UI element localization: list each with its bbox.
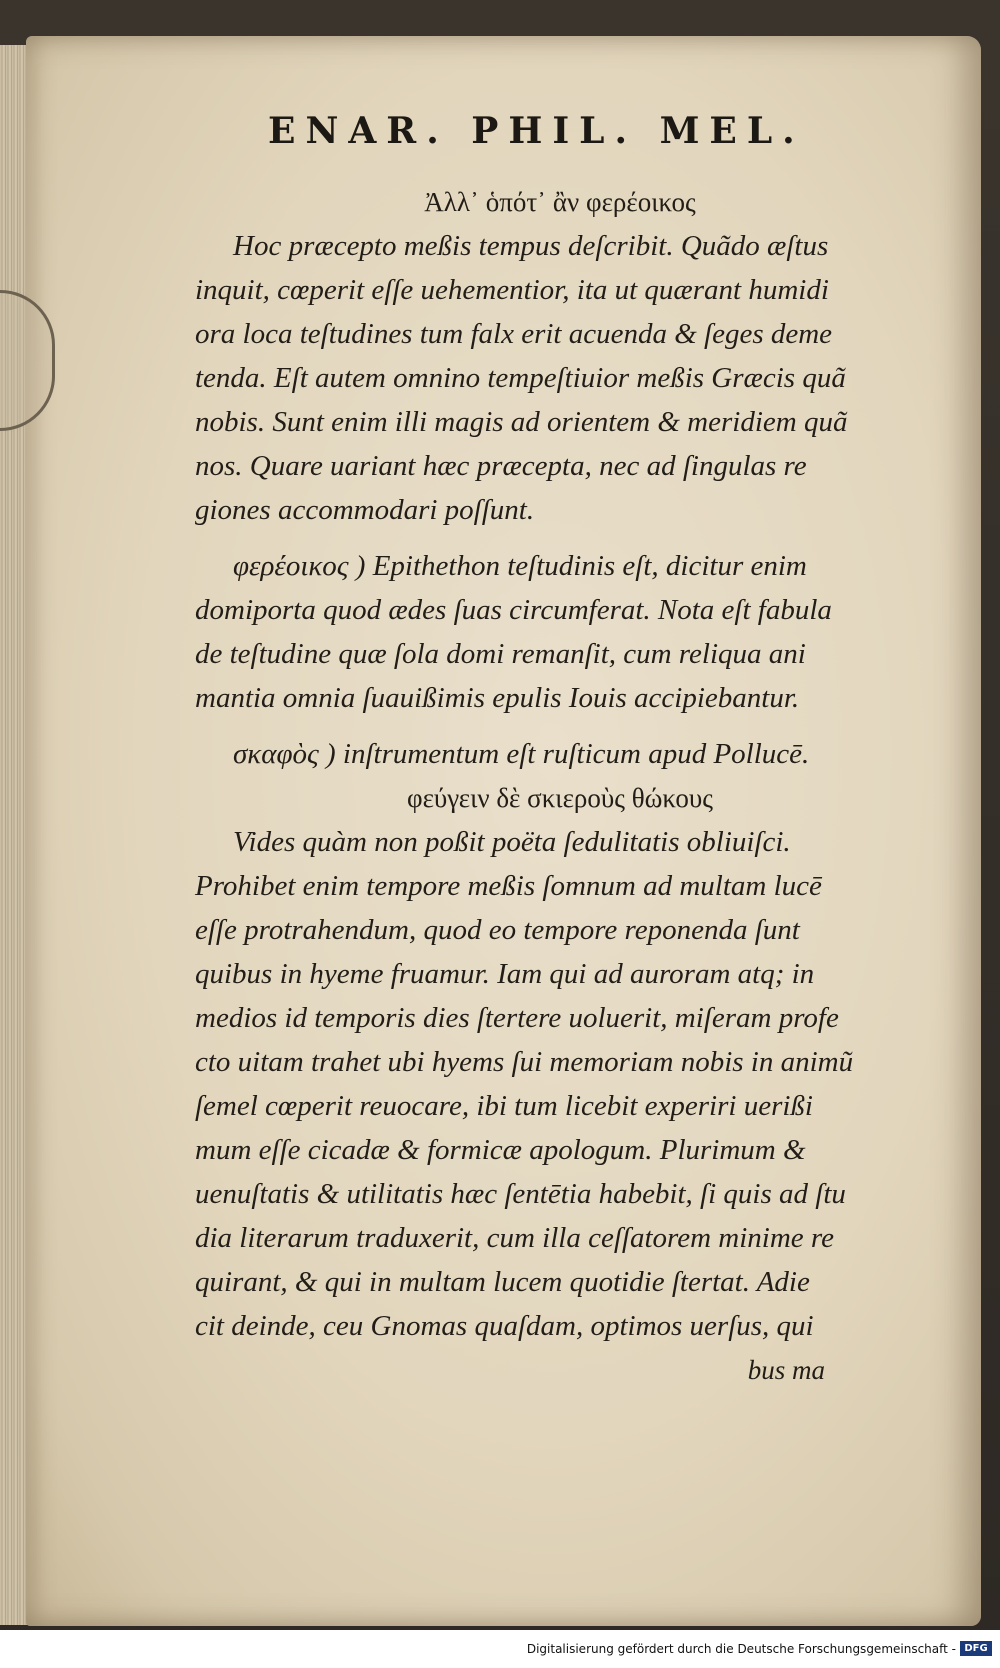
text-line: ſemel cœperit reuocare, ibi tum licebit experiri uerißi (195, 1090, 813, 1122)
text-line: de teſtudine quæ ſola domi remanſit, cum reliqua ani (195, 638, 806, 670)
text-line: tenda. Eſt autem omnino tempeſtiuior meßis Græcis quã (195, 362, 846, 394)
page-text (195, 180, 925, 1392)
funding-credit: Digitalisierung gefördert durch die Deutsche Forschungsgemeinschaft - (526, 1642, 956, 1656)
digitization-footer (0, 1630, 1000, 1668)
text-line-greek-lemma: Ἀλλ᾽ ὁπότ᾽ ἂν φερέοικος (424, 187, 696, 217)
text-line-greek-lemma: φεύγειν δὲ σκιεροὺς θώκους (407, 783, 713, 813)
text-line: Prohibet enim tempore meßis ſomnum ad multam lucē (195, 870, 822, 902)
text-line: σκαφὸς ) inſtrumentum eſt ruſticum apud Pollucē. (233, 738, 810, 770)
text-line: cit deinde, ceu Gnomas quaſdam, optimos uerſus, qui (195, 1310, 814, 1342)
running-head: ENAR. PHIL. MEL. (268, 110, 805, 152)
text-line: uenuſtatis & utilitatis hæc ſentētia habebit, ſi quis ad ſtu (195, 1178, 846, 1210)
text-line: medios id temporis dies ſtertere uoluerit, miſeram profe (195, 1002, 839, 1034)
text-line: inquit, cœperit eſſe uehementior, ita ut quærant humidi (195, 274, 829, 306)
text-line: Vides quàm non poßit poëta ſedulitatis obliuiſci. (233, 826, 791, 858)
text-line: nos. Quare uariant hæc præcepta, nec ad ſingulas re (195, 450, 807, 482)
text-line: domiporta quod ædes ſuas circumferat. Nota eſt fabula (195, 594, 832, 626)
text-line: Hoc præcepto meßis tempus deſcribit. Quãdo æſtus (233, 230, 829, 262)
text-line: cto uitam trahet ubi hyems ſui memoriam nobis in animũ (195, 1046, 854, 1078)
text-line: giones accommodari poſſunt. (195, 494, 535, 526)
dfg-logo: DFG (960, 1641, 992, 1656)
text-line: quibus in hyeme fruamur. Iam qui ad auroram atq; in (195, 958, 815, 990)
text-line: mum eſſe cicadæ & formicæ apologum. Plurimum & (195, 1134, 806, 1166)
text-line: φερέοικος ) Epithethon teſtudinis eſt, dicitur enim (233, 550, 807, 582)
text-line: ora loca teſtudines tum falx erit acuenda & ſeges deme (195, 318, 833, 350)
text-line: mantia omnia ſuauißimis epulis Iouis accipiebantur. (195, 682, 800, 714)
text-line: dia literarum traduxerit, cum illa ceſſatorem minime re (195, 1222, 834, 1254)
text-line: eſſe protrahendum, quod eo tempore reponenda ſunt (195, 914, 800, 946)
catchword: bus ma (747, 1355, 825, 1385)
text-line: nobis. Sunt enim illi magis ad orientem & meridiem quã (195, 406, 848, 438)
text-line: quirant, & qui in multam lucem quotidie ſtertat. Adie (195, 1266, 810, 1298)
